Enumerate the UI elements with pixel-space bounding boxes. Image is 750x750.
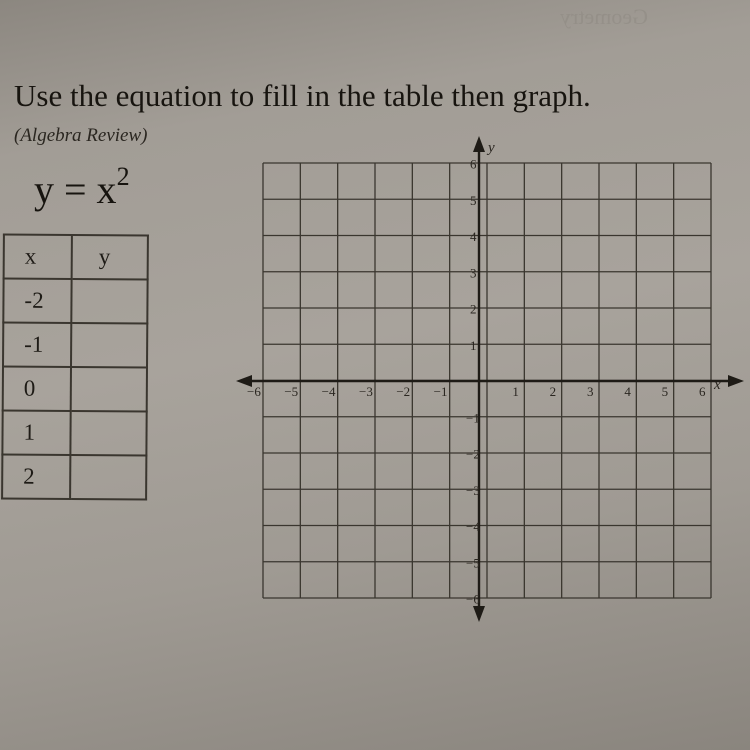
x-tick-label: −5: [284, 384, 299, 399]
cell-x: -2: [3, 278, 71, 322]
y-tick-label: 2: [470, 301, 477, 317]
y-axis-label: y: [488, 140, 495, 156]
y-tick-label: 6: [470, 156, 477, 172]
bleed-through-text: Geometry: [560, 4, 648, 29]
y-axis-arrow-down-icon: [473, 606, 485, 622]
subtitle: (Algebra Review): [14, 125, 148, 146]
x-tick-label: −2: [396, 384, 411, 399]
y-tick-label: 4: [470, 229, 477, 244]
y-axis-arrow-up-icon: [473, 136, 485, 152]
header-y: y: [72, 235, 148, 280]
cell-x: 0: [3, 366, 71, 410]
x-tick-label: −3: [359, 384, 373, 399]
cell-x: -1: [3, 322, 71, 366]
y-tick-label: 3: [470, 265, 477, 281]
y-tick-label: −6: [466, 591, 480, 607]
instruction-heading: Use the equation to fill in the table then graph.: [14, 78, 591, 113]
cell-x: 2: [2, 454, 70, 498]
equation-exponent: 2: [116, 162, 130, 191]
y-tick-label: −4: [466, 519, 480, 534]
x-tick-label: −6: [247, 384, 261, 399]
axes: [236, 136, 744, 622]
x-axis-arrow-right-icon: [728, 375, 744, 387]
y-tick-label: 5: [470, 192, 477, 208]
x-tick-label: 3: [587, 384, 594, 399]
y-tick-label: 1: [470, 337, 477, 353]
x-tick-label: 2: [549, 384, 557, 399]
x-axis-label: x: [714, 377, 721, 393]
x-tick-label: −4: [321, 384, 336, 399]
x-tick-label: 1: [512, 384, 519, 399]
x-tick-label: 5: [661, 384, 669, 399]
cell-x: 1: [2, 410, 70, 454]
y-tick-label: −1: [466, 410, 480, 426]
y-tick-label: −2: [466, 446, 480, 462]
header-x: x: [4, 235, 72, 279]
x-tick-label: 6: [699, 384, 706, 399]
x-tick-label: 4: [624, 384, 631, 399]
y-tick-label: −3: [466, 482, 480, 498]
equation-base: y = x: [34, 167, 117, 212]
x-tick-label: −1: [433, 384, 448, 399]
y-tick-label: −5: [466, 555, 480, 571]
